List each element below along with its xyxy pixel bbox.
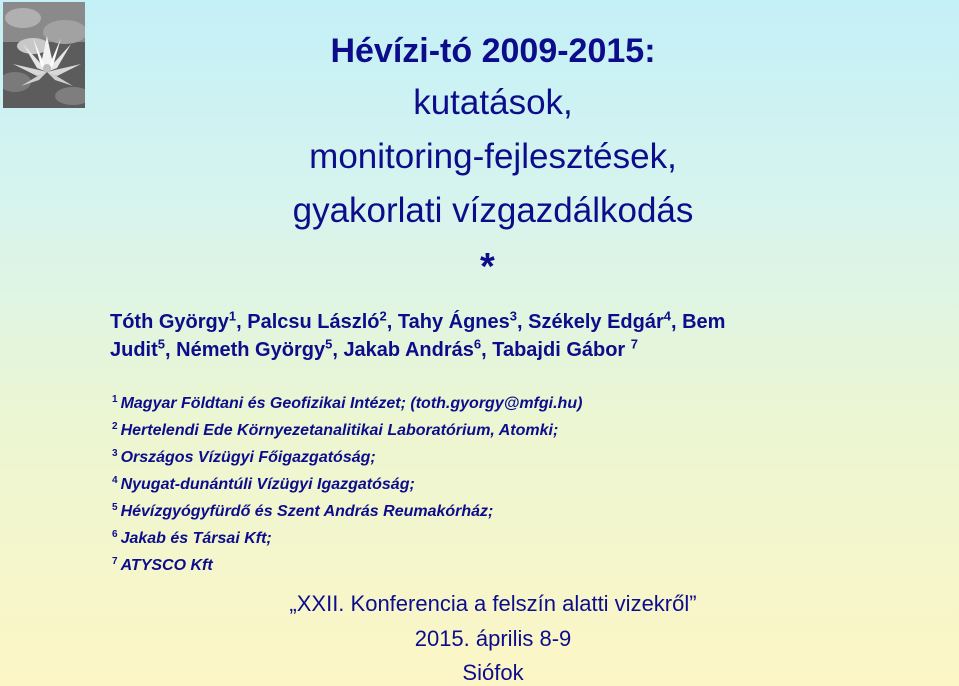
author-name: Tabajdi Gábor [492,339,631,361]
affiliation-item [112,444,582,471]
author-sep: , [386,311,398,333]
authors-line-1 [110,310,910,334]
title-line-2: kutatások, [413,83,573,122]
author-sep: , [517,311,529,333]
author-name: Németh György [176,339,326,361]
affiliation-text: Országos Vízügyi Főigazgatóság; [120,449,376,466]
affiliation-number: 4 [112,474,118,486]
affiliation-text: Nyugat-dunántúli Vízügyi Igazgatóság; [120,476,415,493]
author-name: Judit [110,339,158,361]
affiliation-list [112,390,582,579]
author-ref: 4 [663,308,671,324]
author-ref: 5 [157,336,166,352]
affiliation-number: 2 [112,420,118,432]
affiliation-text: Magyar Földtani és Geofizikai Intézet; (toth.gyorgy@mfgi.hu) [120,395,583,412]
title-line-3: monitoring-fejlesztések, [309,137,677,176]
title-line-4: gyakorlati vízgazdálkodás [292,191,694,230]
conference-place: Siófok [462,660,524,685]
author-sep: , [481,339,493,361]
conference-date: 2015. április 8-9 [414,626,572,651]
affiliation-item [112,498,582,525]
author-name: Palcsu László [247,311,380,333]
author-ref: 3 [509,308,517,324]
author-ref: 5 [325,336,333,352]
affiliation-number: 7 [112,555,118,567]
author-ref: 6 [473,336,482,352]
affiliation-item [112,552,582,579]
author-sep: , [165,339,177,361]
affiliation-number: 1 [112,393,118,405]
affiliation-item [112,525,582,552]
affiliation-item [112,390,582,417]
affiliation-item [112,471,582,498]
affiliation-text: Hertelendi Ede Környezetanalitikai Laboratórium, Atomki; [120,422,559,439]
affiliation-text: ATYSCO Kft [120,557,213,574]
author-name: Jakab András [343,339,474,361]
author-ref: 2 [379,308,387,324]
affiliation-number: 6 [112,528,118,540]
asterisk-separator: * [480,246,495,288]
author-sep: , [332,339,344,361]
affiliation-text: Hévízgyógyfürdő és Szent András Reumakórház; [120,503,494,520]
affiliation-text: Jakab és Társai Kft; [120,530,272,547]
author-sep: , [236,311,248,333]
affiliation-number: 5 [112,501,118,513]
authors-line-2 [110,338,910,362]
conference-name: „XXII. Konferencia a felszín alatti vizekről” [289,591,697,616]
author-name: Tóth György [110,311,229,333]
author-name: Székely Edgár [528,311,664,333]
author-sep: , Bem [670,311,726,333]
author-name: Tahy Ágnes [397,311,510,333]
affiliation-number: 3 [112,447,118,459]
author-ref: 1 [228,308,237,324]
title-line-1: Hévízi-tó 2009-2015: [330,32,656,70]
affiliation-item [112,417,582,444]
author-ref: 7 [630,336,639,352]
